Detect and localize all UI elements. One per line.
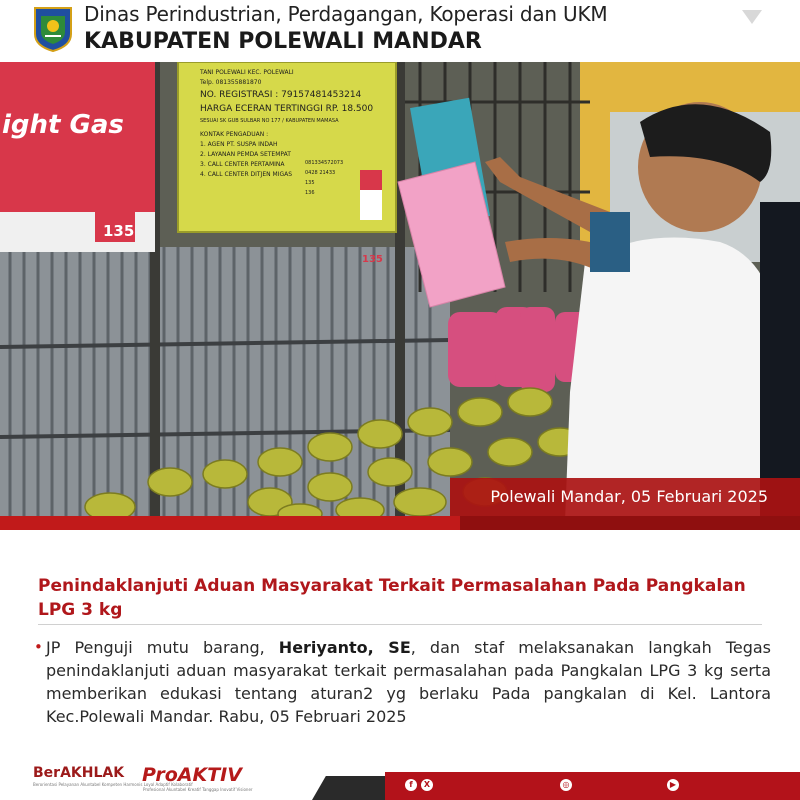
regency-emblem-icon (33, 6, 73, 52)
agency-name: Dinas Perindustrian, Perdagangan, Koperasi dan UKM (84, 2, 608, 26)
notice-number: 081334572073 (305, 160, 344, 166)
notice-line: NO. REGISTRASI : 79157481453214 (200, 90, 362, 100)
title-divider (38, 624, 762, 625)
youtube-icon[interactable]: ▶ (667, 779, 679, 791)
notice-badge: 135 (362, 254, 383, 265)
news-photo (0, 62, 800, 522)
notice-line: SESUAI SK GUB SULBAR NO 177 / KABUPATEN MAMASA (200, 118, 339, 124)
notice-number: 135 (305, 180, 315, 186)
x-icon[interactable]: X (421, 779, 433, 791)
notice-line: HARGA ECERAN TERTINGGI RP. 18.500 (200, 104, 374, 114)
instagram-icon[interactable]: ◎ (560, 779, 572, 791)
notice-numbers (305, 158, 343, 198)
notice-number: 136 (305, 190, 315, 196)
proaktiv-tagline: Profesional Akuntabel Kreatif Tanggap Inovatif Visioner (143, 787, 253, 792)
notice-line: 3. CALL CENTER PERTAMINA (200, 161, 285, 168)
berakhlak-tagline: Berorientasi Pelayanan Akuntabel Kompeten Harmonis Loyal Adaptif Kolaboratif (33, 782, 193, 787)
officer-name: Heriyanto, SE (278, 638, 411, 657)
header (0, 0, 800, 62)
red-divider-bar (0, 516, 800, 530)
regency-name: KABUPATEN POLEWALI MANDAR (84, 29, 482, 54)
body-intro: JP Penguji mutu barang, (46, 638, 279, 657)
notice-line: TANI POLEWALI KEC. POLEWALI (200, 69, 294, 76)
article-body (46, 636, 771, 728)
bullet-icon: • (34, 638, 43, 656)
notice-line: Telp. 081355881870 (200, 79, 262, 86)
bright-gas-brand-text: ight Gas (2, 110, 124, 140)
proaktiv-logo: ProAKTIV (142, 764, 242, 786)
bright-gas-badge: 135 (103, 222, 135, 240)
article-title: Penindaklanjuti Aduan Masyarakat Terkait Permasalahan Pada Pangkalan LPG 3 kg (38, 576, 746, 620)
triangle-decoration-icon (742, 10, 762, 24)
photo-date: Polewali Mandar, 05 Februari 2025 (490, 487, 768, 506)
notice-line: 4. CALL CENTER DITJEN MIGAS (200, 171, 293, 178)
notice-line: 1. AGEN PT. SUSPA INDAH (200, 141, 278, 148)
notice-number: 0428 21433 (305, 170, 336, 176)
social-bar (385, 772, 800, 800)
notice-line: KONTAK PENGADUAN : (200, 131, 269, 138)
berakhlak-logo: BerAKHLAK (33, 765, 125, 781)
notice-line: 2. LAYANAN PEMDA SETEMPAT (200, 151, 291, 158)
facebook-icon[interactable]: f (405, 779, 417, 791)
body-rest: , dan staf melaksanakan langkah Tegas penindaklanjuti aduan masyarakat terkait permasalahan pada Pangkalan LPG 3 kg serta memberikan edukasi tentang aturan2 yg berlaku Pada pangkalan di Kel. Lantora Kec.Polewali Mandar. Rabu, 05 Februari 2025 (46, 638, 772, 726)
